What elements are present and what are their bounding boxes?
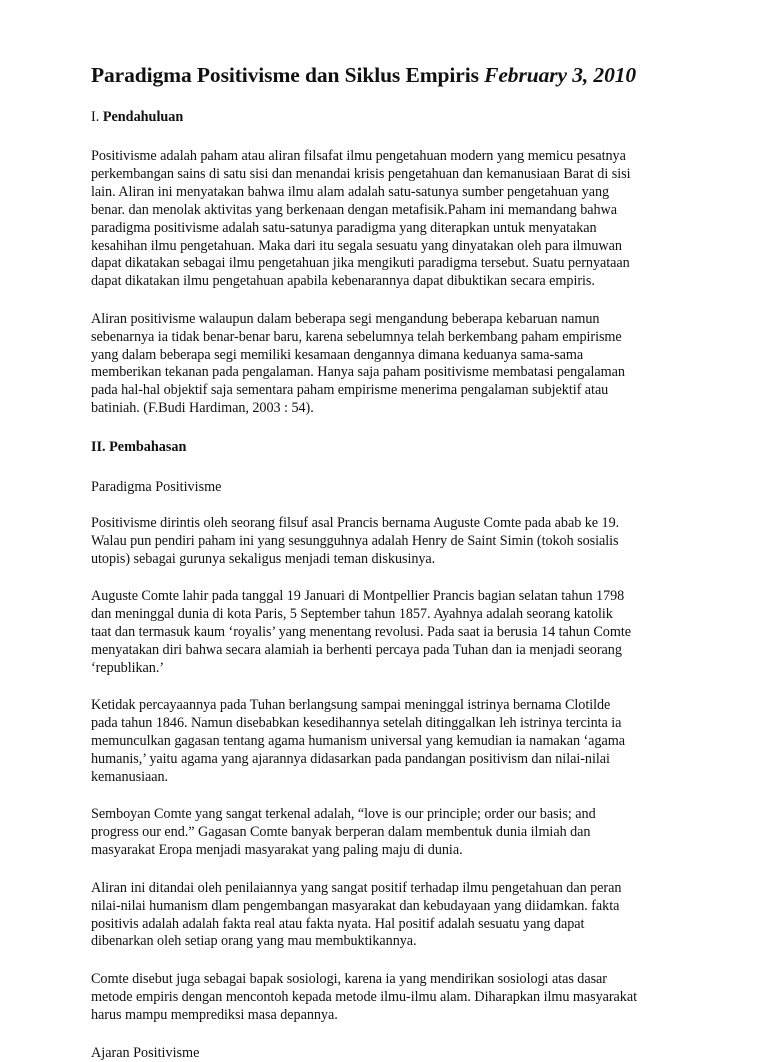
section-title: Pendahuluan xyxy=(102,109,184,125)
section-heading-pembahasan xyxy=(91,438,696,456)
paragraph: Ketidak percayaannya pada Tuhan berlangsung sampai meninggal istrinya bernama Clotilde pada tahun 1846. Namun disebabkan kesedihannya setelah ditinggalkan leh istrinya tercinta ia memunculkan gagasan tentang agama humanism universal yang kemudian ia namakan ‘agama humanis,’ yaitu agama yang ajarannya didasarkan pada pandangan positivism dan nilai-nilai kemanusiaan. xyxy=(91,697,625,786)
document-title xyxy=(91,60,696,90)
paragraph: Aliran positivisme walaupun dalam beberapa segi mengandung beberapa kebaruan namun sebenarnya ia tidak benar-benar baru, karena sebelumnya telah berkembang paham empirisme yang dalam beberapa segi memiliki kesamaan dengannya dimana keduanya sama-sama memberikan tekanan pada pengalaman. Hanya saja paham positivisme membatasi pengalaman pada hal-hal objektif saja sementara paham empirisme menerima pengalaman subjektif atau batiniah. (F.Budi Hardiman, 2003 : 54). xyxy=(91,310,625,417)
paragraph: Semboyan Comte yang sangat terkenal adalah, “love is our principle; order our basis; and progress our end.” Gagasan Comte banyak berperan dalam membentuk dunia ilmiah dan masyarakat Eropa menjadi masyarakat yang paling maju di dunia. xyxy=(91,806,596,859)
paragraph: Aliran ini ditandai oleh penilaiannya yang sangat positif terhadap ilmu pengetahuan dan peran nilai-nilai humanism dlam pengembangan masyarakat dan kebudayaan yang diidamkan. fakta positivis adalah adalah fakta real atau fakta nyata. Hal positif adalah sesuatu yang dapat dibenarkan oleh setiap orang yang mau membuktikannya. xyxy=(91,879,622,950)
title-text: Paradigma Positivisme dan Siklus Empiris xyxy=(91,63,479,87)
paragraph: Positivisme adalah paham atau aliran filsafat ilmu pengetahuan modern yang memicu pesatnya perkembangan sains di satu sisi dan menandai krisis pengetahuan dan kemanusiaan Barat di sisi lain. Aliran ini menyatakan bahwa ilmu alam adalah satu-satunya sumber pengetahuan yang benar. dan menolak aktivitas yang berkenaan dengan metafisik.Paham ini memandang bahwa paradigma positivisme adalah satu-satunya paradigma yang diterapkan untuk menyatakan kesahihan ilmu pengetahuan. Maka dari itu segala sesuatu yang dinyatakan oleh para ilmuwan dapat dikatakan sebagai ilmu pengetahuan jika mengikuti paradigma tersebut. Suatu pernyataan dapat dikatakan ilmu pengetahuan apabila kebenarannya dapat dibuktikan secara empiris. xyxy=(91,148,631,290)
section-title: II. Pembahasan xyxy=(91,438,187,455)
paragraph: Positivisme dirintis oleh seorang filsuf asal Prancis bernama Auguste Comte pada abab ke 19. Walau pun pendiri paham ini yang sesungguhnya adalah Henry de Saint Simin (tokoh sosialis utopis) sebagai gurunya sekaligus menjadi teman diskusinya. xyxy=(91,515,620,567)
subheading-ajaran: Ajaran Positivisme xyxy=(91,1045,200,1062)
section-heading-pendahuluan xyxy=(91,108,696,126)
paragraph: Auguste Comte lahir pada tanggal 19 Januari di Montpellier Prancis bagian selatan tahun 1798 dan meninggal dunia di kota Paris, 5 September tahun 1857. Ayahnya adalah seorang katolik taat dan termasuk kaum ‘royalis’ yang menentang revolusi. Pada saat ia berusia 14 tahun Comte menyatakan diri bahwa secara alamiah ia berhenti percaya pada Tuhan dan ia menjadi seorang ‘republikan.’ xyxy=(91,588,631,677)
subheading-paradigma: Paradigma Positivisme xyxy=(91,478,222,495)
paragraph: Comte disebut juga sebagai bapak sosiologi, karena ia yang mendirikan sosiologi atas dasar metode empiris dengan mencontoh kepada metode ilmu-ilmu alam. Diharapkan ilmu masyarakat harus mampu memprediksi masa depannya. xyxy=(91,970,637,1023)
title-date: February 3, 2010 xyxy=(484,63,637,87)
section-number: I. xyxy=(91,109,100,125)
